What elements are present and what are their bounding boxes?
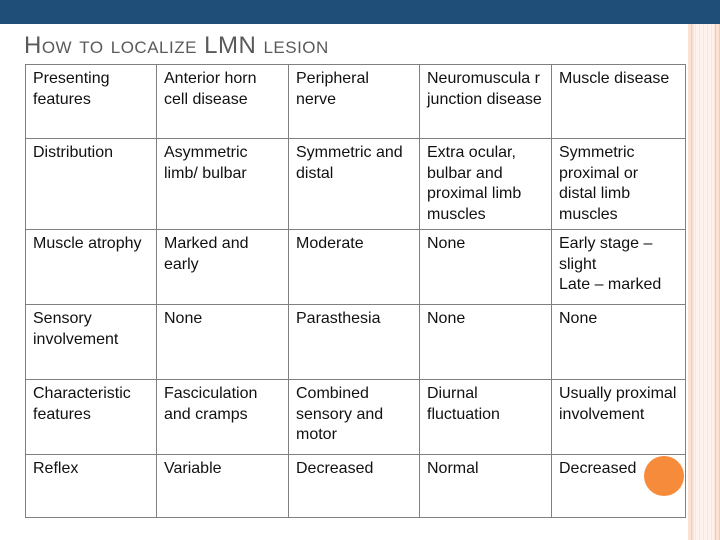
row-label-cell: Muscle atrophy xyxy=(26,230,157,305)
table-cell: Asymmetric limb/ bulbar xyxy=(157,139,289,230)
table-cell: Early stage – slight Late – marked xyxy=(552,230,686,305)
header-cell: Neuromuscula r junction disease xyxy=(420,65,552,139)
table-row xyxy=(26,455,686,518)
table-cell: Normal xyxy=(420,455,552,518)
lmn-localization-table xyxy=(25,64,686,518)
table-cell: Symmetric proximal or distal limb muscles xyxy=(552,139,686,230)
table-header-row xyxy=(26,65,686,139)
table-cell: Decreased xyxy=(289,455,420,518)
row-label-cell: Sensory involvement xyxy=(26,305,157,380)
table-cell: Usually proximal involvement xyxy=(552,380,686,455)
row-label-cell: Reflex xyxy=(26,455,157,518)
table-cell: None xyxy=(420,305,552,380)
decorative-side-border xyxy=(688,24,720,540)
header-cell: Anterior horn cell disease xyxy=(157,65,289,139)
table-cell: Fasciculation and cramps xyxy=(157,380,289,455)
table-row xyxy=(26,139,686,230)
header-cell: Peripheral nerve xyxy=(289,65,420,139)
table-cell: None xyxy=(420,230,552,305)
row-label-cell: Distribution xyxy=(26,139,157,230)
table-cell: Decreased xyxy=(552,455,686,518)
header-cell: Presenting features xyxy=(26,65,157,139)
table-row xyxy=(26,230,686,305)
table-cell: Diurnal fluctuation xyxy=(420,380,552,455)
table-cell: Marked and early xyxy=(157,230,289,305)
table-cell: Moderate xyxy=(289,230,420,305)
row-label-cell: Characteristic features xyxy=(26,380,157,455)
table-cell: None xyxy=(157,305,289,380)
table-cell: None xyxy=(552,305,686,380)
table-cell: Symmetric and distal xyxy=(289,139,420,230)
top-bar xyxy=(0,0,720,24)
table-cell: Variable xyxy=(157,455,289,518)
table-row xyxy=(26,380,686,455)
table-cell: Extra ocular, bulbar and proximal limb muscles xyxy=(420,139,552,230)
orange-circle-decoration xyxy=(644,456,684,496)
table-row xyxy=(26,305,686,380)
header-cell: Muscle disease xyxy=(552,65,686,139)
slide-title: How to localize LMN lesion xyxy=(24,32,329,59)
table-cell: Combined sensory and motor xyxy=(289,380,420,455)
table-cell: Parasthesia xyxy=(289,305,420,380)
